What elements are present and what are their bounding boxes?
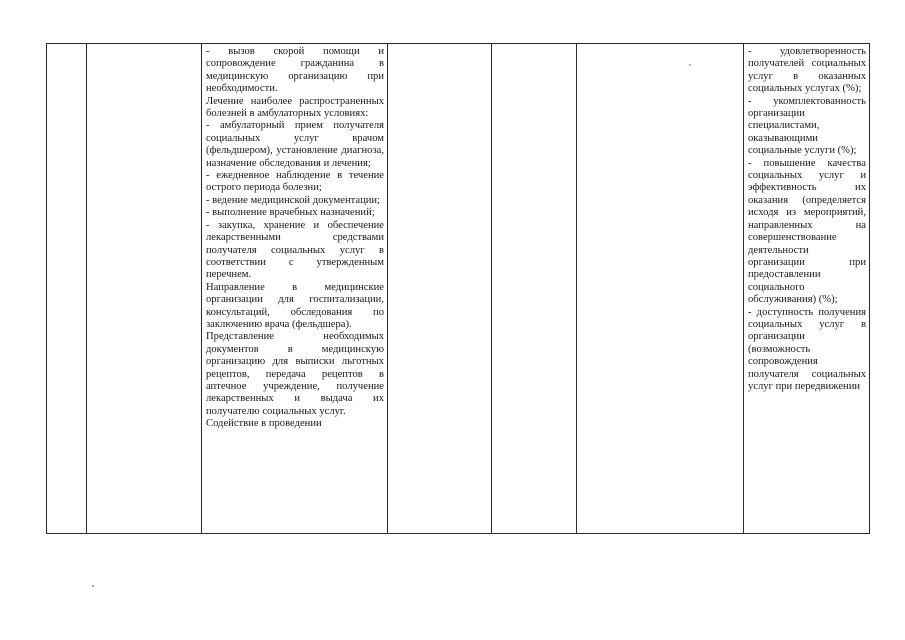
indicator-paragraph: - укомплектованность организации специалистами, оказывающими социальные услуги (%); <box>748 95 866 157</box>
table-cell-number <box>47 44 87 534</box>
indicator-paragraph: - доступность получения социальных услуг в организации (возможность сопровождения получателя социальных услуг при передвижении <box>748 306 866 392</box>
indicator-paragraph: - повышение качества социальных услуг и эффективность их оказания (определяется исходя из мероприятий, направленных на совершенствование деятельности организации при предоставлении социального обслуживания) (%); <box>748 157 866 306</box>
description-paragraph: Содействие в проведении <box>206 418 322 430</box>
services-table <box>46 43 870 534</box>
description-paragraph: - ежедневное наблюдение в течение острого периода болезни; <box>206 170 384 194</box>
description-paragraph: Лечение наиболее распространенных болезней в амбулаторных условиях: <box>206 95 384 120</box>
table-cell-quality-indicators <box>744 44 870 534</box>
table-row <box>47 44 870 534</box>
service-description-text <box>202 44 387 533</box>
table-cell-standard <box>492 44 577 534</box>
table-cell-timing <box>388 44 492 534</box>
description-paragraph: - выполнение врачебных назначений; <box>206 207 375 219</box>
quality-indicators-text <box>744 44 869 533</box>
description-paragraph: - закупка, хранение и обеспечение лекарственными средствами получателя социальных услуг в соответствии с утвержденным перечнем. <box>206 219 384 281</box>
table-cell-service-name <box>87 44 202 534</box>
description-paragraph: Направление в медицинские организации для госпитализации, консультаций, обследования по заключению врача (фельдшера). <box>206 281 384 330</box>
description-paragraph: - вызов скорой помощи и сопровождение гражданина в медицинскую организацию при необходимости. <box>206 46 384 95</box>
description-paragraph: - амбулаторный прием получателя социальных услуг врачом (фельдшером), установление диагноза, назначение обследования и лечения; <box>206 120 384 169</box>
scan-speck <box>689 64 691 66</box>
description-paragraph: Представление необходимых документов в медицинскую организацию для выписки льготных рецептов, передача рецептов в аптечное учреждение, получение лекарственных и выдача их получателю социальных услуг. <box>206 331 384 417</box>
table-cell-service-description <box>202 44 388 534</box>
description-paragraph: - ведение медицинской документации; <box>206 194 381 206</box>
indicator-paragraph: - удовлетворенность получателей социальных услуг в оказанных социальных услугах (%); <box>748 46 866 95</box>
table-cell-conditions <box>577 44 744 534</box>
scan-speck <box>92 585 94 587</box>
